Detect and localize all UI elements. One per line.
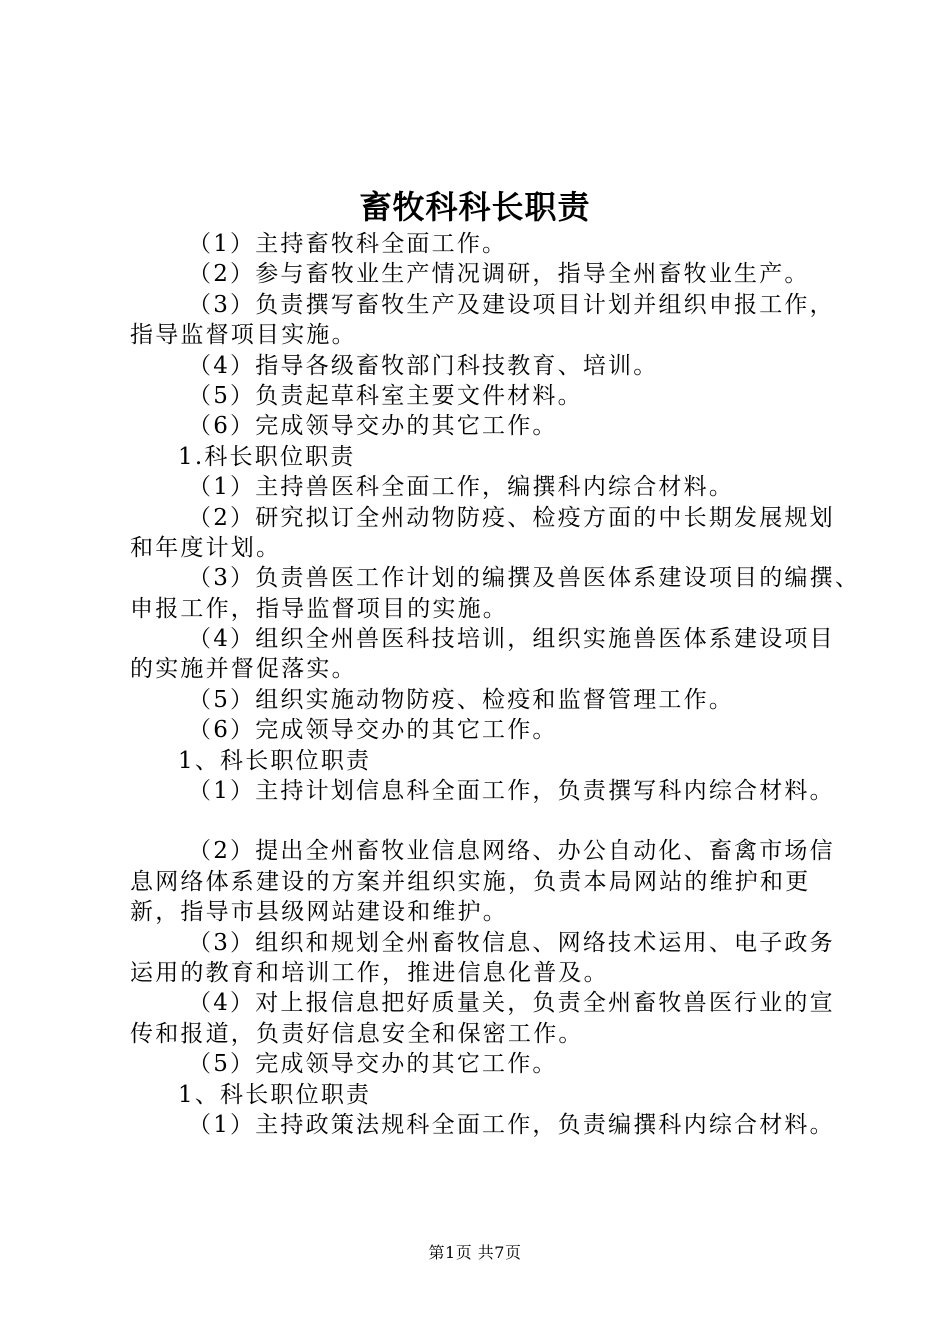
section-heading <box>130 746 850 776</box>
text-line: 1、科长职位职责 <box>178 1081 372 1108</box>
list-item <box>130 836 850 927</box>
text-line: （3）负责撰写畜牧生产及建设项目计划并组织申报工作， <box>188 291 835 318</box>
text-line: （3）负责兽医工作计划的编撰及兽医体系建设项目的编撰、 <box>188 565 861 592</box>
document-title: 畜牧科科长职责 <box>359 188 591 226</box>
paragraph-spacer <box>130 806 850 836</box>
text-line: （5）完成领导交办的其它工作。 <box>188 1051 558 1078</box>
list-item <box>130 988 850 1049</box>
text-line: 和年度计划。 <box>130 534 282 561</box>
text-line: （5）组织实施动物防疫、检疫和监督管理工作。 <box>188 686 735 713</box>
text-line: 1、科长职位职责 <box>178 747 372 774</box>
page-footer: 第1页 共7页 <box>428 1243 522 1262</box>
text-line: 传和报道，负责好信息安全和保密工作。 <box>130 1020 584 1047</box>
list-item <box>130 928 850 989</box>
text-line: （1）主持兽医科全面工作，编撰科内综合材料。 <box>188 474 735 501</box>
list-item <box>130 381 850 411</box>
list-item <box>130 472 850 502</box>
text-line: （4）组织全州兽医科技培训，组织实施兽医体系建设项目 <box>188 626 835 653</box>
list-item <box>130 229 850 259</box>
list-item <box>130 351 850 381</box>
text-line: （1）主持计划信息科全面工作，负责撰写科内综合材料。 <box>188 778 835 805</box>
text-line: （2）提出全州畜牧业信息网络、办公自动化、畜禽市场信 <box>188 838 835 865</box>
list-item <box>130 563 861 624</box>
list-item <box>130 259 850 289</box>
list-item <box>130 685 850 715</box>
text-line: （4）对上报信息把好质量关，负责全州畜牧兽医行业的宣 <box>188 990 835 1017</box>
text-line: （4）指导各级畜牧部门科技教育、培训。 <box>188 352 659 379</box>
text-line: （3）组织和规划全州畜牧信息、网络技术运用、电子政务 <box>188 929 835 956</box>
document-body <box>130 229 861 1140</box>
list-item <box>130 715 850 745</box>
list-item <box>130 624 850 685</box>
text-line: 的实施并督促落实。 <box>130 656 357 683</box>
list-item <box>130 503 850 564</box>
text-line: 息网络体系建设的方案并组织实施，负责本局网站的维护和更 <box>130 868 811 895</box>
text-line: 1.科长职位职责 <box>178 443 356 470</box>
text-line: （5）负责起草科室主要文件材料。 <box>188 382 583 409</box>
text-line: （2）研究拟订全州动物防疫、检疫方面的中长期发展规划 <box>188 504 835 531</box>
text-line: （1）主持政策法规科全面工作，负责编撰科内综合材料。 <box>188 1111 835 1138</box>
text-line: （6）完成领导交办的其它工作。 <box>188 717 558 744</box>
text-line: 新，指导市县级网站建设和维护。 <box>130 899 508 926</box>
text-line: （1）主持畜牧科全面工作。 <box>188 231 508 257</box>
text-line: （6）完成领导交办的其它工作。 <box>188 413 558 440</box>
section-heading <box>130 1080 850 1110</box>
list-item <box>130 411 850 441</box>
text-line: （2）参与畜牧业生产情况调研，指导全州畜牧业生产。 <box>188 261 810 288</box>
text-line: 指导监督项目实施。 <box>130 322 357 349</box>
list-item <box>130 290 850 351</box>
text-line: 申报工作，指导监督项目的实施。 <box>130 595 508 622</box>
list-item <box>130 776 850 806</box>
list-item <box>130 1049 850 1079</box>
section-heading <box>130 442 850 472</box>
text-line: 运用的教育和培训工作，推进信息化普及。 <box>130 959 609 986</box>
list-item <box>130 1110 850 1140</box>
